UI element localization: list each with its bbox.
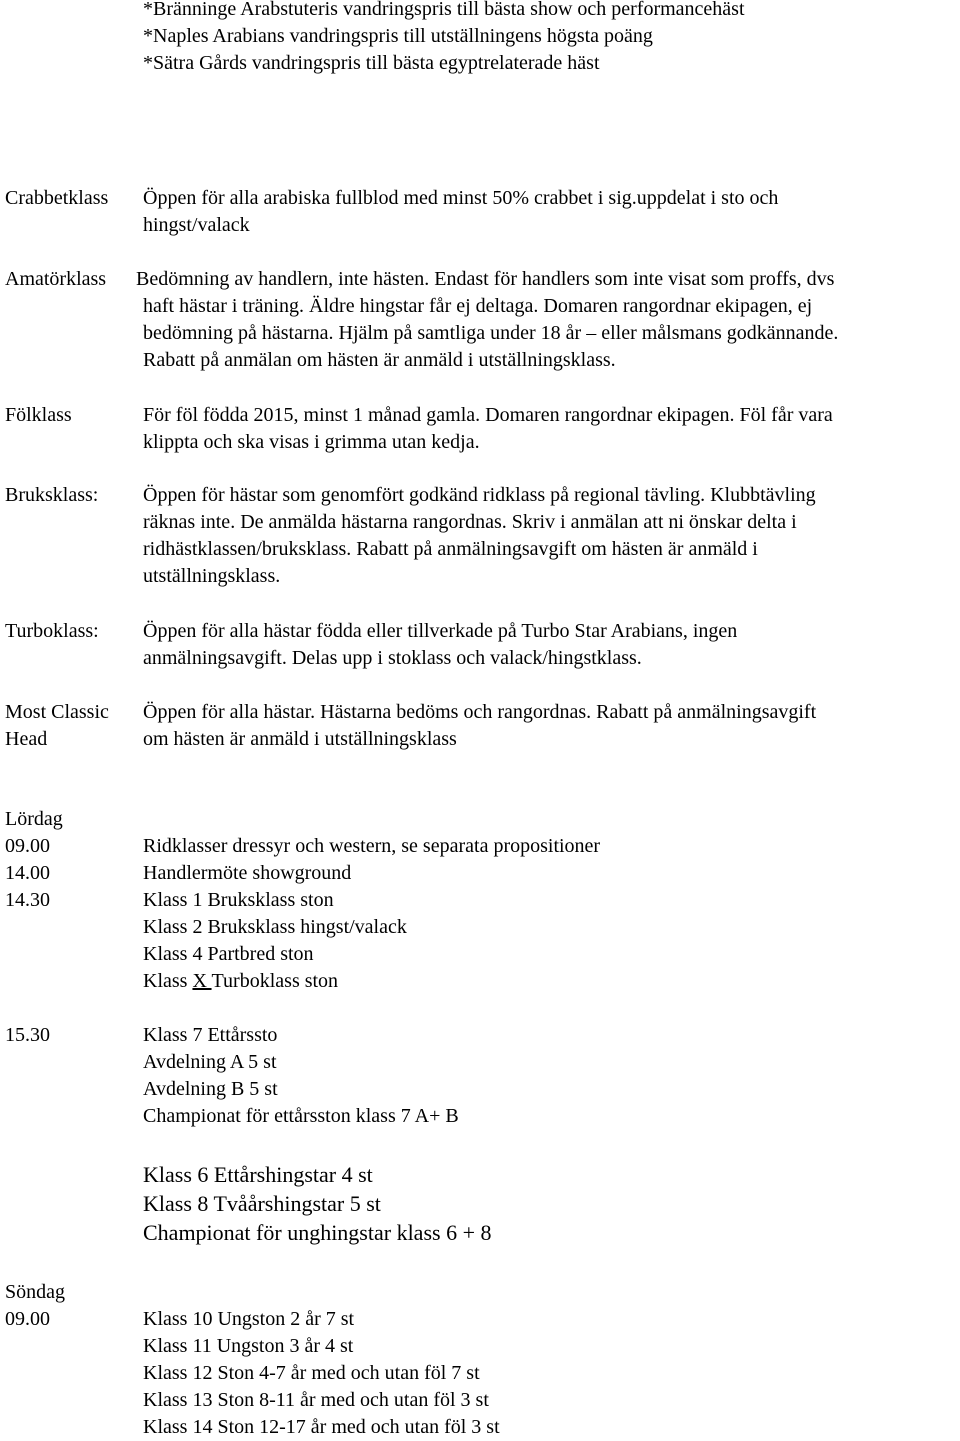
schedule-item: Ridklasser dressyr och western, se separata propositioner — [143, 835, 601, 857]
schedule-item: Klass 13 Ston 8-11 år med och utan föl 3 st — [143, 1389, 489, 1411]
class-desc-line: ridhästklassen/bruksklass. Rabatt på anmälningsavgift om hästen är anmäld i — [143, 538, 758, 560]
schedule-item: Klass 7 Ettårssto — [143, 1024, 278, 1046]
schedule-item: Avdelning B 5 st — [143, 1078, 278, 1100]
schedule-item: Avdelning A 5 st — [143, 1051, 277, 1073]
class-desc-line: hingst/valack — [143, 214, 250, 236]
day-heading-sunday: Söndag — [5, 1281, 65, 1303]
turbo-suffix: Turboklass ston — [211, 970, 339, 992]
turbo-class-mark: X — [192, 970, 212, 992]
class-desc-line: För föl födda 2015, minst 1 månad gamla. Domaren rangordnar ekipagen. Föl får vara — [143, 404, 833, 426]
schedule-item: Handlermöte showground — [143, 862, 352, 884]
schedule-time: 09.00 — [5, 835, 50, 857]
class-desc-line: haft hästar i träning. Äldre hingstar får ej deltaga. Domaren rangordnar ekipagen, ej — [143, 295, 813, 317]
schedule-item: Championat för unghingstar klass 6 + 8 — [143, 1220, 492, 1245]
class-desc-line: Öppen för alla hästar. Hästarna bedöms och rangordnas. Rabatt på anmälningsavgift — [143, 701, 817, 723]
class-desc-line: Öppen för hästar som genomfört godkänd ridklass på regional tävling. Klubbtävling — [143, 484, 816, 506]
schedule-item: Klass 4 Partbred ston — [143, 943, 314, 965]
prize-line: *Bränninge Arabstuteris vandringspris till bästa show och performancehäst — [143, 0, 745, 20]
class-name-mostclassic: Head — [5, 728, 48, 750]
schedule-item-turbo — [143, 968, 338, 995]
class-desc-line: klippta och ska visas i grimma utan kedja. — [143, 431, 480, 453]
class-desc-line: bedömning på hästarna. Hjälm på samtliga under 18 år – eller målsmans godkännande. — [143, 322, 839, 344]
class-desc-line: Öppen för alla arabiska fullblod med minst 50% crabbet i sig.uppdelat i sto och — [143, 187, 779, 209]
class-name-mostclassic: Most Classic — [5, 701, 109, 723]
class-desc-line: Bedömning av handlern, inte hästen. Endast för handlers som inte visat som proffs, dvs — [136, 268, 835, 290]
schedule-item: Klass 8 Tvåårshingstar 5 st — [143, 1191, 381, 1216]
class-desc-line: Rabatt på anmälan om hästen är anmäld i utställningsklass. — [143, 349, 616, 371]
class-name-bruks: Bruksklass: — [5, 484, 99, 506]
schedule-time: 15.30 — [5, 1024, 50, 1046]
day-heading-saturday: Lördag — [5, 808, 63, 830]
class-name-turbo: Turboklass: — [5, 620, 99, 642]
schedule-time: 09.00 — [5, 1308, 50, 1330]
class-desc-line: anmälningsavgift. Delas upp i stoklass och valack/hingstklass. — [143, 647, 642, 669]
prize-line: *Naples Arabians vandringspris till utställningens högsta poäng — [143, 25, 653, 47]
class-name-fol: Fölklass — [5, 404, 72, 426]
schedule-item: Championat för ettårsston klass 7 A+ B — [143, 1105, 459, 1127]
schedule-item: Klass 1 Bruksklass ston — [143, 889, 334, 911]
class-name-amator: Amatörklass — [5, 268, 107, 290]
turbo-prefix: Klass — [143, 970, 193, 992]
schedule-item: Klass 10 Ungston 2 år 7 st — [143, 1308, 355, 1330]
schedule-item: Klass 2 Bruksklass hingst/valack — [143, 916, 407, 938]
class-desc-line: utställningsklass. — [143, 565, 281, 587]
schedule-item: Klass 14 Ston 12-17 år med och utan föl 3 st — [143, 1416, 500, 1438]
prize-line: *Sätra Gårds vandringspris till bästa egyptrelaterade häst — [143, 52, 600, 74]
schedule-item: Klass 12 Ston 4-7 år med och utan föl 7 st — [143, 1362, 480, 1384]
schedule-time: 14.30 — [5, 889, 50, 911]
class-name-crabbet: Crabbetklass — [5, 187, 109, 209]
class-desc-line: om hästen är anmäld i utställningsklass — [143, 728, 457, 750]
schedule-item: Klass 6 Ettårshingstar 4 st — [143, 1162, 373, 1187]
class-desc-line: räknas inte. De anmälda hästarna rangordnas. Skriv i anmälan att ni önskar delta i — [143, 511, 797, 533]
schedule-item: Klass 11 Ungston 3 år 4 st — [143, 1335, 354, 1357]
schedule-time: 14.00 — [5, 862, 50, 884]
class-desc-line: Öppen för alla hästar födda eller tillverkade på Turbo Star Arabians, ingen — [143, 620, 738, 642]
